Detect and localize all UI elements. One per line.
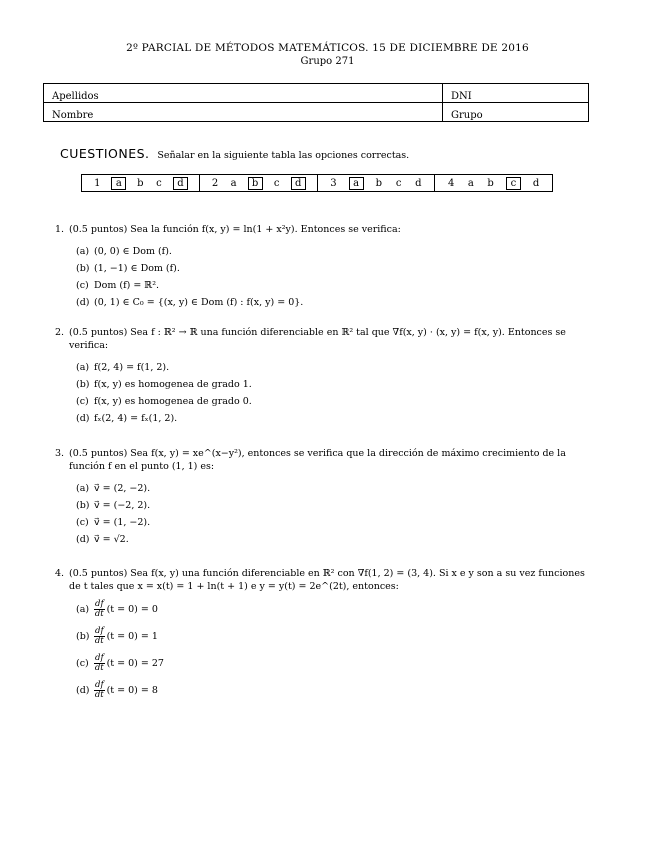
fraction-numerator: df	[95, 653, 104, 663]
answer-option-4b[interactable]: b	[487, 177, 494, 189]
option-text: (t = 0) = 27	[106, 658, 164, 669]
student-id-table	[43, 83, 589, 122]
answer-option-4d[interactable]: d	[532, 177, 540, 189]
question-options	[76, 600, 593, 708]
option-text: f(x, y) es homogenea de grado 0.	[94, 396, 252, 407]
question-options	[76, 482, 593, 550]
page-title: 2º PARCIAL DE MÉTODOS MATEMÁTICOS. 15 DE DICIEMBRE DE 2016	[126, 42, 529, 54]
apellidos-label: Apellidos	[52, 90, 99, 102]
option-item	[76, 516, 593, 533]
option-item	[76, 245, 593, 262]
fraction-numerator: df	[95, 680, 104, 690]
answer-group-1	[82, 175, 200, 191]
question-number: 3.	[55, 448, 65, 459]
question-4	[55, 567, 593, 708]
answer-option-4a[interactable]: a	[467, 177, 474, 189]
option-letter: (b)	[76, 379, 90, 390]
option-text: Dom (f) = ℝ².	[94, 280, 160, 291]
answer-option-3b[interactable]: b	[375, 177, 383, 189]
option-item	[76, 482, 593, 499]
cuestiones-header	[60, 146, 409, 161]
question-options	[76, 361, 593, 429]
apellidos-field[interactable]	[44, 84, 443, 103]
question-number: 2.	[55, 327, 65, 338]
option-item	[76, 627, 593, 654]
answer-option-2d[interactable]: d	[291, 177, 306, 190]
option-text: (1, −1) ∈ Dom (f).	[94, 263, 180, 274]
question-1	[55, 223, 593, 313]
nombre-field[interactable]	[44, 103, 443, 122]
dni-label: DNI	[451, 90, 472, 102]
question-text: (0.5 puntos) Sea f(x, y) = xe^(x−y²), entonces se verifica que la dirección de máximo crecimiento de la función f en el punto (1, 1) es:	[69, 448, 566, 472]
option-letter: (d)	[76, 297, 90, 308]
option-item	[76, 681, 593, 708]
cuestiones-instruction: Señalar en la siguiente tabla las opciones correctas.	[157, 150, 410, 161]
option-item	[76, 395, 593, 412]
question-number: 1.	[55, 224, 65, 235]
answer-number: 1	[94, 177, 101, 189]
option-text: (t = 0) = 8	[106, 685, 158, 696]
fraction-denominator: dt	[94, 663, 104, 673]
fraction-denominator: dt	[94, 609, 104, 619]
option-letter: (c)	[76, 658, 89, 669]
fraction-denominator: dt	[94, 690, 104, 700]
dni-field[interactable]	[443, 84, 589, 103]
option-text: fₓ(2, 4) = fₓ(1, 2).	[94, 413, 178, 424]
option-item	[76, 296, 593, 313]
question-text: (0.5 puntos) Sea f : ℝ² → ℝ una función diferenciable en ℝ² tal que ∇f(x, y) · (x, y) = f(x, y). Entonces se verifica:	[69, 327, 566, 351]
option-item	[76, 279, 593, 296]
option-item	[76, 533, 593, 550]
option-item	[76, 378, 593, 395]
option-letter: (b)	[76, 631, 90, 642]
answer-group-2	[200, 175, 318, 191]
answer-option-2b[interactable]: b	[248, 177, 263, 190]
option-letter: (a)	[76, 246, 90, 257]
answer-option-2a[interactable]: a	[230, 177, 237, 189]
option-letter: (a)	[76, 362, 90, 373]
answer-number: 4	[447, 177, 455, 189]
option-letter: (c)	[76, 517, 89, 528]
option-item	[76, 262, 593, 279]
question-text: (0.5 puntos) Sea la función f(x, y) = ln(1 + x²y). Entonces se verifica:	[69, 224, 401, 235]
cuestiones-heading: CUESTIONES.	[60, 146, 150, 161]
option-text: v⃗ = √2.	[94, 534, 129, 545]
answer-option-3c[interactable]: c	[395, 177, 402, 189]
option-letter: (d)	[76, 685, 90, 696]
option-letter: (d)	[76, 413, 90, 424]
option-text: (0, 1) ∈ C₀ = {(x, y) ∈ Dom (f) : f(x, y) = 0}.	[94, 297, 304, 308]
option-item	[76, 499, 593, 516]
option-letter: (b)	[76, 500, 90, 511]
answer-option-1b[interactable]: b	[137, 177, 144, 189]
fraction-numerator: df	[95, 599, 104, 609]
answer-option-3d[interactable]: d	[415, 177, 422, 189]
answer-grid	[81, 174, 553, 192]
answer-option-2c[interactable]: c	[273, 177, 280, 189]
answer-option-1d[interactable]: d	[173, 177, 188, 190]
fraction-denominator: dt	[94, 636, 104, 646]
option-item	[76, 600, 593, 627]
answer-option-1c[interactable]: c	[156, 177, 162, 189]
question-3	[55, 447, 593, 550]
option-letter: (d)	[76, 534, 90, 545]
derivative-fraction	[94, 654, 105, 673]
group-subtitle: Grupo 271	[300, 56, 355, 67]
option-item	[76, 654, 593, 681]
question-text: (0.5 puntos) Sea f(x, y) una función diferenciable en ℝ² con ∇f(1, 2) = (3, 4). Si x e y son a su vez funciones de t tales que x = x(t) = 1 + ln(t + 1) e y = y(t) = 2e^(2t), entonces:	[69, 568, 585, 592]
nombre-label: Nombre	[52, 109, 94, 121]
answer-number: 2	[211, 177, 219, 189]
option-text: (0, 0) ∈ Dom (f).	[94, 246, 172, 257]
derivative-fraction	[94, 600, 105, 619]
option-text: v⃗ = (1, −2).	[94, 517, 151, 528]
option-letter: (a)	[76, 483, 90, 494]
option-text: (t = 0) = 1	[106, 631, 158, 642]
derivative-fraction	[94, 681, 105, 700]
answer-group-3	[318, 175, 436, 191]
answer-group-4	[435, 175, 552, 191]
answer-option-1a[interactable]: a	[111, 177, 126, 190]
option-text: v⃗ = (2, −2).	[94, 483, 151, 494]
option-text: f(2, 4) = f(1, 2).	[94, 362, 170, 373]
question-2	[55, 326, 593, 429]
grupo-label: Grupo	[451, 109, 483, 121]
option-letter: (a)	[76, 604, 90, 615]
option-letter: (b)	[76, 263, 90, 274]
derivative-fraction	[94, 627, 105, 646]
option-text: (t = 0) = 0	[106, 604, 158, 615]
grupo-field[interactable]	[443, 103, 589, 122]
answer-option-4c[interactable]: c	[506, 177, 521, 190]
fraction-numerator: df	[95, 626, 104, 636]
answer-option-3a[interactable]: a	[349, 177, 364, 190]
question-options	[76, 245, 593, 313]
option-letter: (c)	[76, 396, 89, 407]
question-number: 4.	[55, 568, 65, 579]
answer-number: 3	[330, 177, 337, 189]
option-item	[76, 412, 593, 429]
option-text: f(x, y) es homogenea de grado 1.	[94, 379, 252, 390]
option-item	[76, 361, 593, 378]
option-letter: (c)	[76, 280, 89, 291]
option-text: v⃗ = (−2, 2).	[94, 500, 151, 511]
